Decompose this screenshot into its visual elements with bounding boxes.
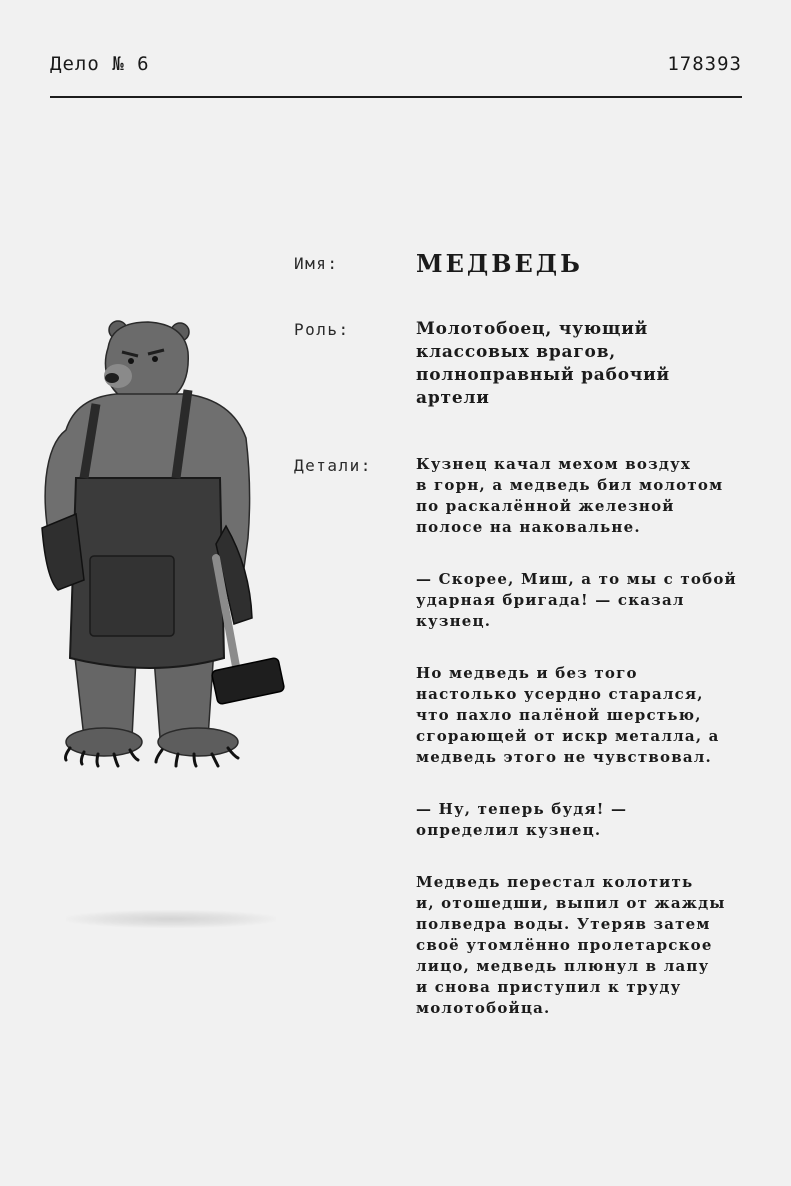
details-line: настолько усердно старался, (416, 685, 704, 703)
details-line: и снова приступил к труду (416, 978, 682, 996)
details-line: медведь этого не чувствовал. (416, 748, 712, 766)
role-line: артели (416, 388, 490, 408)
details-line: ударная бригада! — сказал (416, 591, 685, 609)
role-line: классовых врагов, (416, 342, 617, 362)
details-line: полосе на наковальне. (416, 518, 641, 536)
details-line: лицо, медведь плюнул в лапу (416, 957, 710, 975)
details-line: по раскалённой железной (416, 497, 675, 515)
details-line: кузнец. (416, 612, 492, 630)
role-line: полноправный рабочий (416, 365, 670, 385)
details-paragraph (416, 454, 756, 538)
role-text (416, 318, 756, 410)
shadow (66, 910, 276, 928)
case-header (50, 48, 742, 98)
details-line: определил кузнец. (416, 821, 602, 839)
details-paragraph (416, 799, 756, 841)
bear-illustration (36, 318, 286, 768)
details-text (416, 454, 756, 1050)
details-line: своё утомлённо пролетарское (416, 936, 713, 954)
details-line: в горн, а медведь бил молотом (416, 476, 724, 494)
details-paragraph (416, 569, 756, 632)
details-line: полведра воды. Утеряв затем (416, 915, 711, 933)
details-label: Детали: (294, 456, 372, 475)
character-name: МЕДВЕДЬ (416, 249, 583, 278)
details-paragraph (416, 872, 756, 1019)
role-line: Молотобоец, чующий (416, 319, 649, 339)
details-line: Медведь перестал колотить (416, 873, 694, 891)
details-line: сгорающей от искр металла, а (416, 727, 720, 745)
details-line: — Скорее, Миш, а то мы с тобой (416, 570, 737, 588)
details-line: и, отошедши, выпил от жажды (416, 894, 726, 912)
case-code: 178393 (667, 53, 742, 75)
name-label: Имя: (294, 254, 339, 273)
details-line: что пахло палёной шерстью, (416, 706, 702, 724)
details-line: Но медведь и без того (416, 664, 638, 682)
details-line: Кузнец качал мехом воздух (416, 455, 692, 473)
details-paragraph (416, 663, 756, 768)
details-line: молотобойца. (416, 999, 551, 1017)
role-label: Роль: (294, 320, 350, 339)
details-line: — Ну, теперь будя! — (416, 800, 628, 818)
case-number: Дело № 6 (50, 53, 150, 75)
